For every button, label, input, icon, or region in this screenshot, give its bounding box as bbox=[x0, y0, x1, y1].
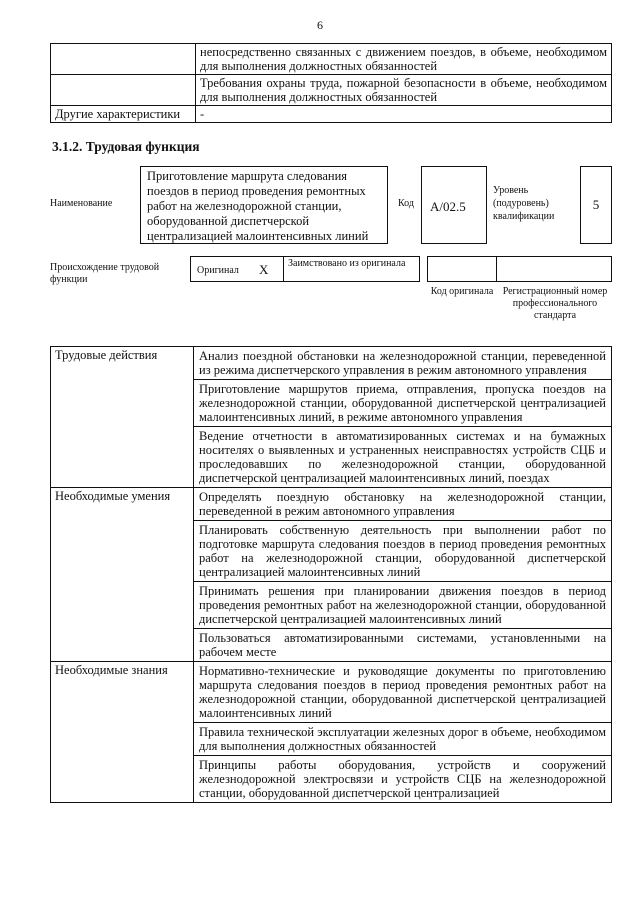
labor-action-item: Приготовление маршрутов приема, отправления, пропуска поездов на железнодорожной станции, оборудованной диспетчерской централизацией малоинтенсивных линий, в режиме автономного управления bbox=[194, 380, 612, 427]
code-label: Код bbox=[398, 198, 414, 209]
skill-item: Пользоваться автоматизированными системами, установленными на рабочем месте bbox=[194, 629, 612, 662]
function-details-table bbox=[50, 346, 612, 803]
table-row bbox=[51, 488, 612, 521]
row-label bbox=[51, 75, 196, 106]
qualification-level-label: Уровень (подуровень) квалификации bbox=[493, 185, 555, 222]
labor-action-item: Анализ поездной обстановки на железнодорожной станции, переведенной из режима диспетчерского управления в режим автономного управления bbox=[194, 347, 612, 380]
original-cell bbox=[190, 256, 284, 282]
knowledge-item: Правила технической эксплуатации железных дорог в объеме, необходимом для выполнения должностных обязанностей bbox=[194, 723, 612, 756]
table-row bbox=[51, 662, 612, 723]
other-characteristics-value: - bbox=[196, 106, 612, 123]
labor-actions-label: Трудовые действия bbox=[51, 347, 194, 488]
row-label bbox=[51, 44, 196, 75]
function-name-box: Приготовление маршрута следования поездов в период проведения ремонтных работ на железнодорожной станции, оборудованной диспетчерской централизацией малоинтенсивных линий bbox=[140, 166, 388, 244]
name-label: Наименование bbox=[50, 198, 113, 209]
origin-label: Происхождение трудовой функции bbox=[50, 262, 160, 285]
section-title: 3.1.2. Трудовая функция bbox=[52, 139, 200, 154]
required-knowledge-label: Необходимые знания bbox=[51, 662, 194, 803]
skill-item: Принимать решения при планировании движения поездов в период проведения ремонтных работ на железнодорожной станции, оборудованной диспетчерской централизацией малоинтенсивных линий bbox=[194, 582, 612, 629]
table-row bbox=[51, 44, 612, 75]
skill-item: Определять поездную обстановку на железнодорожной станции, переведенной в режим автономного управления bbox=[194, 488, 612, 521]
registration-number-cell bbox=[496, 256, 612, 282]
continuation-table bbox=[50, 43, 612, 123]
qualification-level-box: 5 bbox=[580, 166, 612, 244]
code-value-box: A/02.5 bbox=[421, 166, 487, 244]
table-row bbox=[51, 347, 612, 380]
borrowed-cell: Заимствовано из оригинала bbox=[283, 256, 420, 282]
registration-number-caption: Регистрационный номер профессионального стандарта bbox=[502, 286, 608, 321]
skill-item: Планировать собственную деятельность при выполнении работ по подготовке маршрута следования поездов в период проведения ремонтных работ на железнодорожной станции, оборудованной диспетчерской централизацией малоинтенсивных линий bbox=[194, 521, 612, 582]
original-code-caption: Код оригинала bbox=[430, 286, 494, 297]
row-text: непосредственно связанных с движением поездов, в объеме, необходимом для выполнения должностных обязанностей bbox=[196, 44, 612, 75]
original-label: Оригинал bbox=[197, 265, 239, 276]
knowledge-item: Принципы работы оборудования, устройств и сооружений железнодорожной электросвязи и устройств СЦБ на железнодорожной станции, оборудованной диспетчерской централизацией bbox=[194, 756, 612, 803]
original-mark: X bbox=[259, 262, 269, 277]
table-row bbox=[51, 75, 612, 106]
labor-action-item: Ведение отчетности в автоматизированных системах и на бумажных носителях о выявленных и устраненных неисправностях устройств СЦБ и проследовавших по железнодорожной станции, оборудованной диспетчерской централизацией малоинтенсивных линий, поездах bbox=[194, 427, 612, 488]
row-text: Требования охраны труда, пожарной безопасности в объеме, необходимом для выполнения должностных обязанностей bbox=[196, 75, 612, 106]
original-code-cell bbox=[427, 256, 497, 282]
page-number: 6 bbox=[317, 18, 323, 32]
other-characteristics-label: Другие характеристики bbox=[51, 106, 196, 123]
required-skills-label: Необходимые умения bbox=[51, 488, 194, 662]
knowledge-item: Нормативно-технические и руководящие документы по приготовлению маршрута следования поездов в период проведения ремонтных работ на железнодорожной станции, оборудованной диспетчерской централизацией малоинтенсивных линий bbox=[194, 662, 612, 723]
table-row bbox=[51, 106, 612, 123]
